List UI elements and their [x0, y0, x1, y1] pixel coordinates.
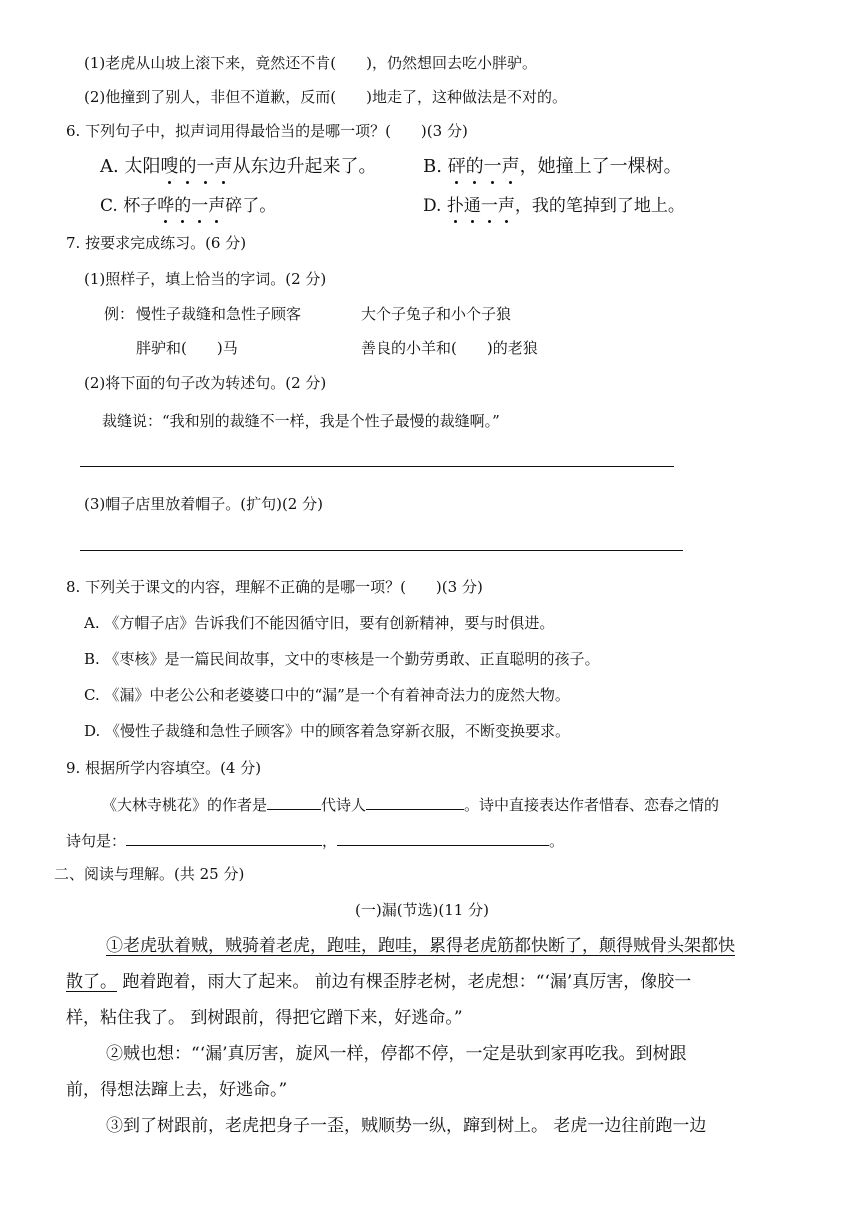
emphasis-dot-char: 的: [174, 196, 192, 216]
q7-example-label: 例：: [104, 305, 135, 323]
q6-option-a-post: 从东边升起来了。: [232, 156, 377, 177]
q6-option-b[interactable]: [423, 156, 682, 178]
q6-option-c-post: 碎了。: [225, 196, 277, 216]
q8-title: 8. 下列关于课文的内容，理解不正确的是哪一项？( )(3 分): [66, 578, 483, 596]
emphasis-dot-char: 的: [465, 156, 484, 177]
q7-quote: 裁缝说：“我和别的裁缝不一样，我是个性子最慢的裁缝啊。”: [102, 412, 500, 430]
q6-option-d[interactable]: [423, 195, 685, 217]
q5-item-2: (2)他撞到了别人，非但不道歉，反而( )地走了，这种做法是不对的。: [84, 88, 567, 106]
q6-option-d-pre: D.: [423, 196, 447, 216]
paragraph-2-line-1: ②贼也想：“‘漏’真厉害，旋风一样，停都不停，一定是驮到家再吃我。到树跟: [106, 1044, 687, 1064]
q8-option-d[interactable]: D. 《慢性子裁缝和急性子顾客》中的顾客着急穿新衣服，不断变换要求。: [84, 722, 571, 740]
q6-option-a[interactable]: [100, 156, 376, 178]
q7-sub-3: (3)帽子店里放着帽子。(扩句)(2 分): [84, 495, 323, 513]
q9-line1-text-c: 。诗中直接表达作者惜春、恋春之情的: [464, 796, 720, 814]
q8-option-a[interactable]: A. 《方帽子店》告诉我们不能因循守旧，要有创新精神，要与时俱进。: [84, 614, 555, 632]
poet-blank[interactable]: [366, 793, 464, 810]
paragraph-1-text: 跑着跑着，雨大了起来。 前边有棵歪脖老树，老虎想：“‘漏’真厉害，像胶一: [117, 972, 692, 992]
q6-option-c[interactable]: [100, 195, 276, 217]
underlined-sentence: ①老虎驮着贼，贼骑着老虎，跑哇，跑哇，累得老虎筋都快断了，颠得贼骨头架都快: [106, 936, 735, 956]
paragraph-1-line-1: [106, 935, 735, 957]
q9-line-1: [102, 793, 719, 816]
emphasis-dot-char: 声: [214, 156, 233, 177]
q8-option-c[interactable]: C. 《漏》中老公公和老婆婆口中的“漏”是一个有着神奇法力的庞然大物。: [84, 686, 570, 704]
emphasis-dot-char: 砰: [447, 156, 466, 177]
q6-option-c-pre: C. 杯子: [100, 196, 158, 216]
q5-item-1: (1)老虎从山坡上滚下来，竟然还不肯( )，仍然想回去吃小胖驴。: [84, 54, 537, 72]
emphasis-dot-char: 一: [196, 156, 215, 177]
q6-option-b-pre: B.: [423, 156, 448, 177]
emphasis-dot-char: 声: [208, 196, 226, 216]
emphasis-dot-char: 的: [178, 156, 197, 177]
emphasis-dot-char: 一: [483, 156, 502, 177]
q9-line1-text-b: 代诗人: [321, 796, 367, 814]
q9-line2-text-c: 。: [549, 832, 565, 850]
q9-line2-text-b: ，: [322, 832, 338, 850]
q6-option-d-post: ，我的笔掉到了地上。: [514, 196, 685, 216]
paragraph-1-line-2: [66, 971, 691, 993]
q9-line-2: [66, 829, 564, 852]
emphasis-dot-char: 哗: [157, 196, 175, 216]
q6-title: 6. 下列句子中，拟声词用得最恰当的是哪一项？( )(3 分): [66, 122, 468, 140]
q8-option-b[interactable]: B. 《枣核》是一篇民间故事，文中的枣核是一个勤劳勇敢、正直聪明的孩子。: [84, 650, 600, 668]
underlined-sentence-end: 散了。: [66, 972, 117, 992]
dynasty-blank[interactable]: [267, 793, 321, 810]
paragraph-2-line-2: 前，得想法蹿上去，好逃命。”: [66, 1080, 288, 1100]
q7-example-2: 大个子兔子和小个子狼: [361, 305, 512, 323]
emphasis-dot-char: 一: [191, 196, 209, 216]
verse-blank-2[interactable]: [337, 829, 549, 846]
q9-line2-text-a: 诗句是：: [66, 832, 127, 850]
answer-line-q7-2[interactable]: [80, 466, 674, 467]
q6-option-b-post: ，她撞上了一棵树。: [519, 156, 682, 177]
emphasis-dot-char: 通: [463, 196, 481, 216]
passage-title: (一)漏(节选)(11 分): [355, 901, 489, 919]
q6-option-a-pre: A. 太阳: [100, 156, 161, 177]
emphasis-dot-char: 一: [480, 196, 498, 216]
answer-line-q7-3[interactable]: [80, 550, 683, 551]
paragraph-3-line-1: ③到了树跟前，老虎把身子一歪，贼顺势一纵，蹿到树上。 老虎一边往前跑一边: [106, 1116, 707, 1136]
q7-sub-2: (2)将下面的句子改为转述句。(2 分): [84, 374, 327, 392]
emphasis-dot-char: 扑: [446, 196, 464, 216]
q9-line1-text-a: 《大林寺桃花》的作者是: [102, 796, 268, 814]
q7-sub-1: (1)照样子，填上恰当的字词。(2 分): [84, 270, 327, 288]
paragraph-1-line-3: 样，粘住我了。 到树跟前，得把它蹭下来，好逃命。”: [66, 1008, 463, 1028]
q7-fill-2[interactable]: 善良的小羊和( )的老狼: [361, 339, 538, 357]
q9-title: 9. 根据所学内容填空。(4 分): [66, 759, 262, 777]
verse-blank-1[interactable]: [126, 829, 322, 846]
q7-fill-1[interactable]: 胖驴和( )马: [136, 339, 238, 357]
section-2-title: 二、阅读与理解。(共 25 分): [54, 865, 245, 883]
emphasis-dot-char: 声: [501, 156, 520, 177]
q7-title: 7. 按要求完成练习。(6 分): [66, 234, 247, 252]
emphasis-dot-char: 嗖: [160, 156, 179, 177]
q7-example-1: 慢性子裁缝和急性子顾客: [136, 305, 302, 323]
emphasis-dot-char: 声: [497, 196, 515, 216]
